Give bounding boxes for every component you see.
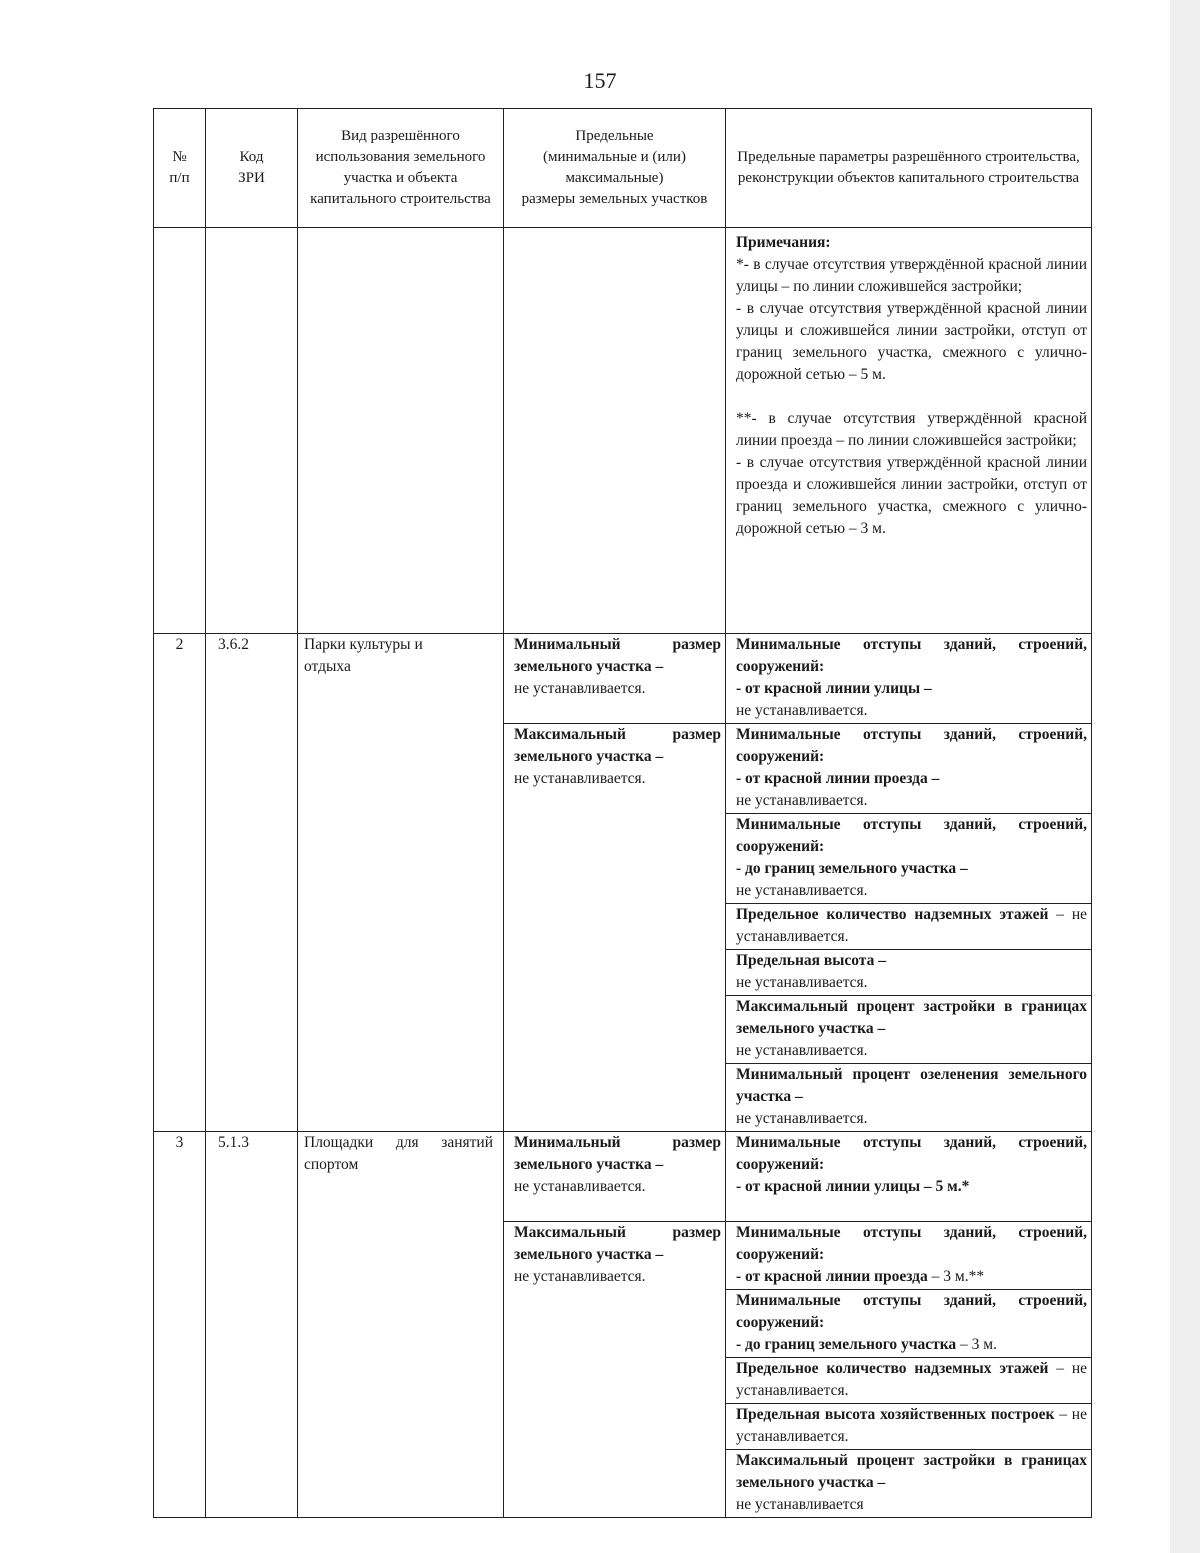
header-sizes: Предельные (минимальные и (или) максимальные) размеры земельных участков bbox=[504, 109, 726, 228]
row-code: 5.1.3 bbox=[206, 1132, 298, 1518]
min-size-cell: Минимальный размер земельного участка – не устанавливается. bbox=[504, 634, 726, 724]
param-cell: Предельная высота – не устанавливается. bbox=[726, 950, 1092, 996]
param-cell: Максимальный процент застройки в границах земельного участка – не устанавливается. bbox=[726, 996, 1092, 1064]
notes-block-1: *- в случае отсутствия утверждённой красной линии улицы – по линии сложившейся застройки; - в случае отсутствия утверждённой красной линии улицы и сложившейся линии застройки, отступ от границ земельного участка, смежного с улично-дорожной сетью – 5 м. bbox=[736, 256, 1087, 383]
page-number: 157 bbox=[583, 68, 617, 93]
header-params: Предельные параметры разрешённого строительства, реконструкции объектов капитального строительства bbox=[726, 109, 1092, 228]
max-size-cell: Максимальный размер земельного участка – не устанавливается. bbox=[504, 724, 726, 1132]
page-edge bbox=[1170, 0, 1200, 1553]
row-number: 3 bbox=[154, 1132, 206, 1518]
notes-block-2: **- в случае отсутствия утверждённой красной линии проезда – по линии сложившейся застройки; - в случае отсутствия утверждённой красной линии проезда и сложившейся линии застройки, отступ от границ земельного участка, смежного с улично-дорожной сетью – 3 м. bbox=[736, 410, 1087, 537]
table-row bbox=[154, 634, 1092, 724]
row-code: 3.6.2 bbox=[206, 634, 298, 1132]
param-cell: Минимальные отступы зданий, строений, сооружений: - от красной линии проезда – 3 м.** bbox=[726, 1222, 1092, 1290]
row-number: 2 bbox=[154, 634, 206, 1132]
param-cell: Предельная высота хозяйственных построек – не устанавливается. bbox=[726, 1404, 1092, 1450]
param-cell: Минимальные отступы зданий, строений, сооружений: - от красной линии улицы – 5 м.* bbox=[726, 1132, 1092, 1222]
header-num: № п/п bbox=[154, 109, 206, 228]
min-size-cell: Минимальный размер земельного участка – не устанавливается. bbox=[504, 1132, 726, 1222]
header-code: Код ЗРИ bbox=[206, 109, 298, 228]
param-cell: Минимальный процент озеленения земельного участка – не устанавливается. bbox=[726, 1064, 1092, 1132]
row-type: Парки культуры и отдыха bbox=[298, 634, 504, 1132]
param-cell: Минимальные отступы зданий, строений, сооружений: - до границ земельного участка – не устанавливается. bbox=[726, 814, 1092, 904]
notes-title: Примечания: bbox=[736, 234, 831, 251]
table-row bbox=[154, 1132, 1092, 1222]
row-type: Площадки для занятий спортом bbox=[298, 1132, 504, 1518]
table-header-row bbox=[154, 109, 1092, 228]
param-cell: Предельное количество надземных этажей – не устанавливается. bbox=[726, 1358, 1092, 1404]
notes-row bbox=[154, 228, 1092, 634]
max-size-cell: Максимальный размер земельного участка – не устанавливается. bbox=[504, 1222, 726, 1518]
param-cell: Минимальные отступы зданий, строений, сооружений: - от красной линии улицы – не устанавливается. bbox=[726, 634, 1092, 724]
notes-cell bbox=[726, 228, 1092, 634]
header-type: Вид разрешённого использования земельного участка и объекта капитального строительства bbox=[298, 109, 504, 228]
zoning-table bbox=[153, 108, 1092, 1518]
param-cell: Минимальные отступы зданий, строений, сооружений: - до границ земельного участка – 3 м. bbox=[726, 1290, 1092, 1358]
param-cell: Минимальные отступы зданий, строений, сооружений: - от красной линии проезда – не устанавливается. bbox=[726, 724, 1092, 814]
param-cell: Максимальный процент застройки в границах земельного участка – не устанавливается bbox=[726, 1450, 1092, 1518]
param-cell: Предельное количество надземных этажей – не устанавливается. bbox=[726, 904, 1092, 950]
